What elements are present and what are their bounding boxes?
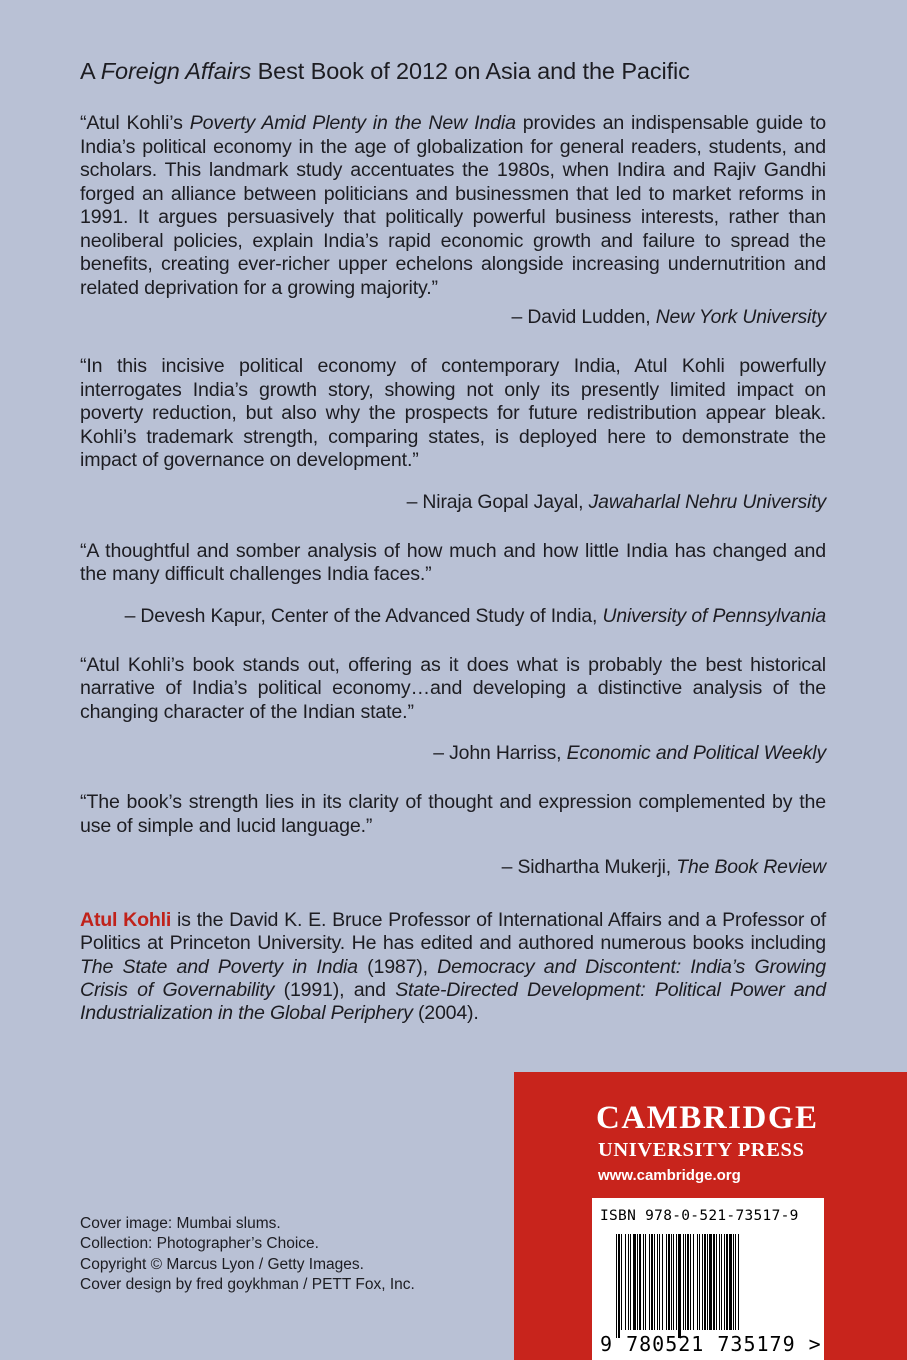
barcode-bar <box>707 1234 708 1330</box>
barcode-bar <box>630 1234 631 1330</box>
attribution-affiliation: University of Pennsylvania <box>602 604 826 627</box>
barcode-bar <box>683 1234 684 1330</box>
publisher-url: www.cambridge.org <box>598 1167 741 1184</box>
quote-text: “Atul Kohli’s <box>80 112 190 134</box>
quote-text: “The book’s strength lies in its clarity of thought and expression complemented by the use of simple and lucid language.” <box>80 791 826 837</box>
barcode-bar <box>733 1234 734 1330</box>
barcode-bar <box>625 1234 626 1330</box>
publisher-logo-name: CAMBRIDGE <box>596 1100 819 1136</box>
barcode-bar <box>721 1234 722 1330</box>
barcode-bar <box>704 1234 706 1330</box>
barcode-bar <box>724 1234 725 1330</box>
attribution-name: – Niraja Gopal Jayal, <box>406 490 589 513</box>
barcode-bar <box>659 1234 660 1330</box>
endorsement-attribution-1 <box>80 306 826 329</box>
headline-post: Best Book of 2012 on Asia and the Pacific <box>251 58 690 84</box>
barcode-bar <box>645 1234 646 1330</box>
endorsement-attribution-5 <box>80 856 826 879</box>
endorsement-quote-2 <box>80 355 826 473</box>
bio-text: (2004). <box>412 1002 479 1025</box>
quote-text: “Atul Kohli’s book stands out, offering as it does what is probably the best historical narrative of India’s political economy…and developing a distinctive analysis of the changing character of the Indian state.” <box>80 653 826 723</box>
barcode-bar <box>709 1234 712 1330</box>
barcode-bar <box>685 1234 686 1330</box>
book-title: Poverty Amid Plenty in the New India <box>189 112 516 134</box>
endorsement-attribution-3 <box>80 605 826 628</box>
barcode-bar <box>671 1234 672 1330</box>
barcode-bar <box>654 1234 655 1330</box>
bio-book-title: Democracy and Discontent: India’s Growing Crisis of Governability <box>80 955 827 1001</box>
barcode-bar <box>668 1234 670 1330</box>
barcode-bar <box>702 1234 703 1330</box>
bio-text: (1991), and <box>274 978 396 1001</box>
credit-line: Copyright © Marcus Lyon / Getty Images. <box>80 1255 364 1273</box>
barcode-bar <box>716 1234 717 1330</box>
endorsement-attribution-4 <box>80 742 826 765</box>
barcode-bar <box>616 1234 617 1338</box>
barcode-bar <box>719 1234 720 1330</box>
attribution-name: – John Harriss, <box>433 742 567 764</box>
back-cover-text <box>80 58 826 1025</box>
barcode-bar <box>651 1234 653 1330</box>
endorsement-quote-1 <box>80 112 826 300</box>
barcode-bar <box>690 1234 691 1330</box>
barcode-bar <box>639 1234 641 1330</box>
endorsement-quote-3 <box>80 540 826 587</box>
author-name: Atul Kohli <box>80 909 172 931</box>
endorsement-quote-4 <box>80 654 826 725</box>
barcode-bar <box>657 1234 658 1330</box>
barcode-bar <box>621 1234 622 1330</box>
endorsement-attribution-2 <box>80 491 826 514</box>
barcode-bar <box>628 1234 629 1330</box>
barcode-bar <box>699 1234 700 1330</box>
barcode-bar <box>633 1234 636 1330</box>
attribution-affiliation: New York University <box>655 306 826 328</box>
attribution-affiliation: Economic and Political Weekly <box>566 742 826 764</box>
quote-text: “In this incisive political economy of contemporary India, Atul Kohli powerfully interrogates India’s growth story, showing not only its presently limited impact on poverty reduction, but also why the prospects for future redistribution appear bleak. Kohli’s trademark strength, comparing states, is deployed here to demonstrate the impact of governance on development.” <box>80 355 826 471</box>
barcode-bar <box>678 1234 681 1338</box>
award-headline <box>80 58 826 85</box>
barcode-bar <box>618 1234 620 1338</box>
quote-text: provides an indispensable guide to India’s political economy in the age of globalization for general readers, students, and scholars. This landmark study accentuates the 1980s, when Indira and Rajiv Gandhi forged an alliance between politicians and businessmen that led to market reforms in 1991. It argues persuasively that politically powerful business interests, rather than neoliberal policies, explain India’s rapid economic growth and failure to spread the benefits, creating ever-richer upper echelons alongside increasing undernutrition and related deprivation for a growing majority.” <box>80 112 827 299</box>
author-bio <box>80 909 826 1025</box>
bio-book-title: State-Directed Development: Political Power and Industrialization in the Global Periphery <box>80 978 827 1025</box>
barcode-bar <box>643 1234 644 1330</box>
credit-line: Cover design by fred goykhman / PETT Fox, Inc. <box>80 1275 415 1293</box>
barcode-bar <box>637 1234 638 1330</box>
attribution-affiliation: Jawaharlal Nehru University <box>588 490 826 513</box>
headline-pre: A <box>80 58 101 84</box>
barcode-bar <box>649 1234 650 1330</box>
attribution-name: – Devesh Kapur, Center of the Advanced Study of India, <box>124 604 603 627</box>
quote-text: “A thoughtful and somber analysis of how much and how little India has changed and the many difficult challenges India faces.” <box>80 539 826 585</box>
endorsement-quote-5 <box>80 791 826 838</box>
attribution-affiliation: The Book Review <box>676 856 826 878</box>
credit-line: Collection: Photographer’s Choice. <box>80 1235 319 1253</box>
cover-credits <box>80 1214 415 1295</box>
bio-text: (1987), <box>357 955 438 978</box>
bio-text: is the David K. E. Bruce Professor of International Affairs and a Professor of Politics at Princeton University. He has edited and authored numerous books including <box>80 909 826 955</box>
isbn-label: ISBN 978-0-521-73517-9 <box>600 1208 799 1224</box>
attribution-name: – Sidhartha Mukerji, <box>501 856 677 878</box>
bio-book-title: The State and Poverty in India <box>80 955 358 978</box>
barcode-digits: 9 780521 735179 > <box>600 1332 822 1356</box>
barcode-bar <box>666 1234 667 1330</box>
credit-line: Cover image: Mumbai slums. <box>80 1215 281 1232</box>
isbn-barcode <box>592 1198 824 1360</box>
barcode-bar <box>693 1234 694 1330</box>
barcode-bar <box>738 1234 739 1330</box>
publisher-block <box>514 1072 907 1360</box>
publisher-logo-subtitle: UNIVERSITY PRESS <box>598 1139 805 1161</box>
barcode-bar <box>673 1234 674 1330</box>
barcode-bar <box>729 1234 732 1330</box>
barcode-bar <box>676 1234 677 1330</box>
barcode-bar <box>662 1234 663 1330</box>
attribution-name: – David Ludden, <box>511 306 656 328</box>
barcode-bar <box>726 1234 728 1330</box>
barcode-bar <box>735 1234 736 1330</box>
barcode-bar <box>713 1234 715 1330</box>
headline-magazine: Foreign Affairs <box>100 58 252 84</box>
barcode-bar <box>697 1234 698 1330</box>
barcode-bar <box>687 1234 689 1330</box>
